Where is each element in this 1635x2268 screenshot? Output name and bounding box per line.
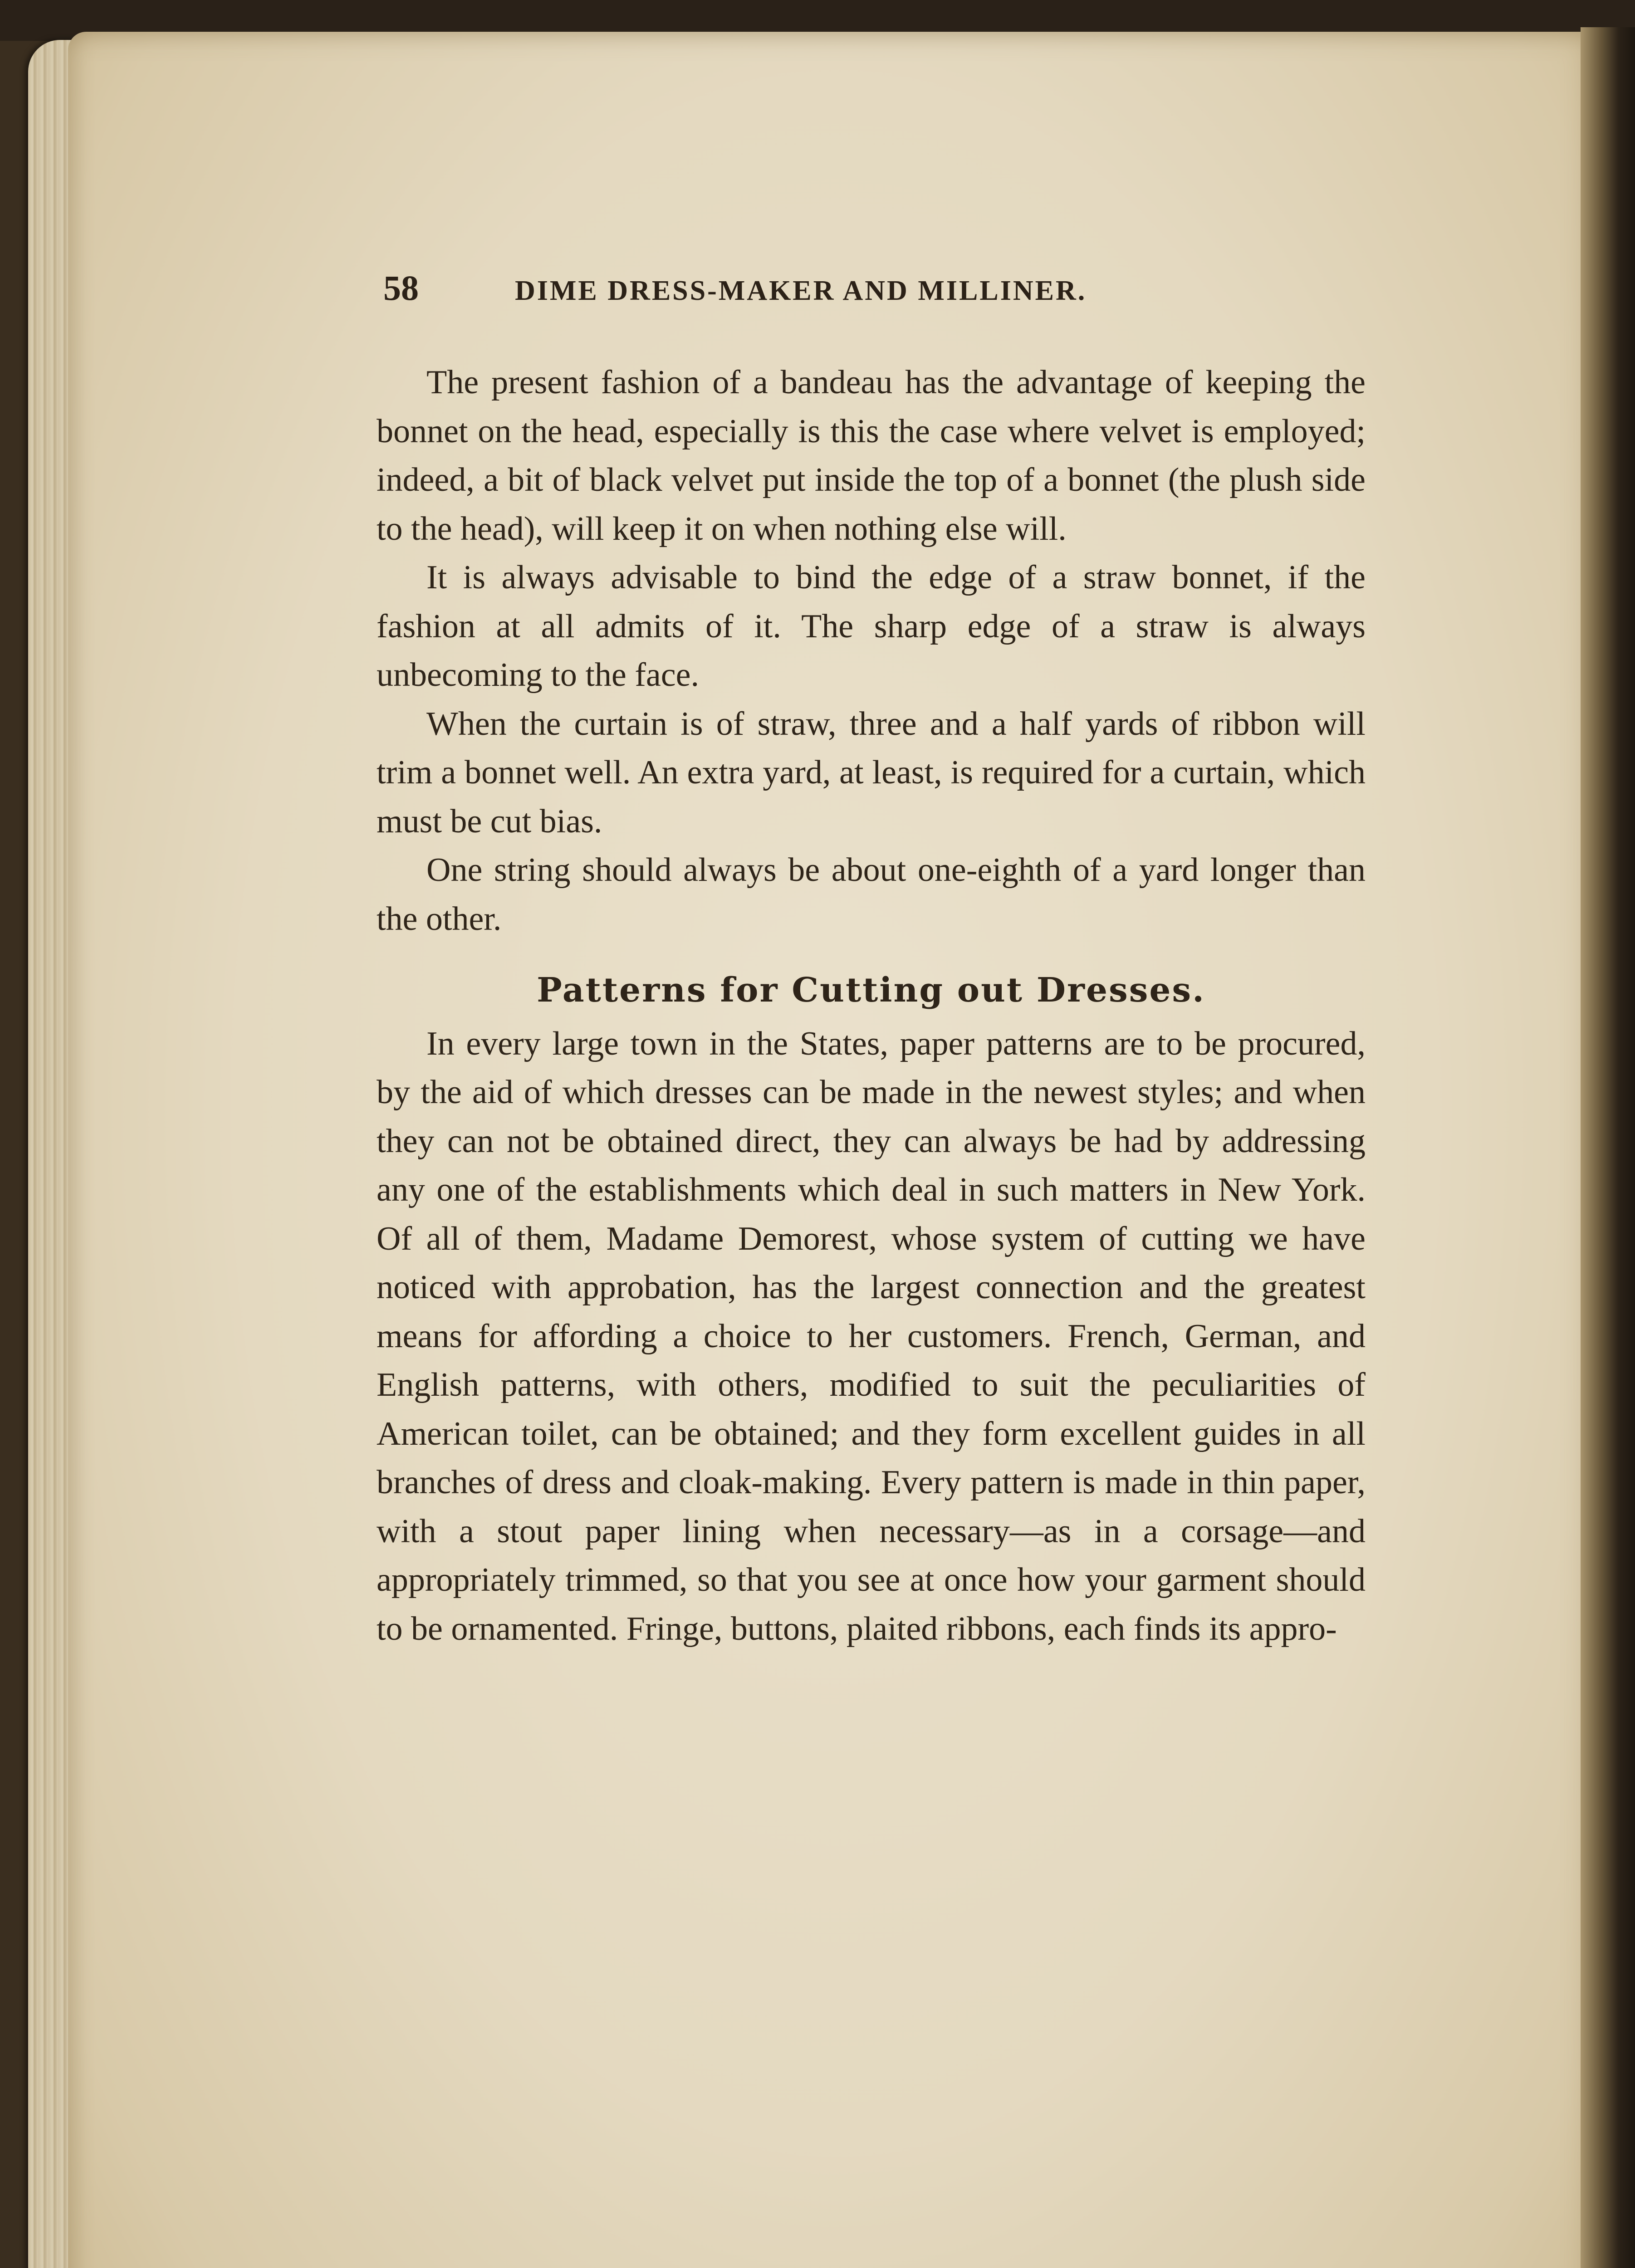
body-text (377, 358, 1366, 1653)
paragraph: It is always advisable to bind the edge of a straw bonnet, if the fashion at all admits of it. The sharp edge of a straw is always unbecoming to the face. (377, 559, 1366, 694)
page-number: 58 (383, 268, 419, 308)
paragraph: The present fashion of a bandeau has the advantage of keeping the bonnet on the head, especially is this the case where velvet is employed; indeed, a bit of black velvet put inside the top of a bonnet (the plush side to the head), will keep it on when nothing else will. (377, 364, 1366, 547)
section-heading: Patterns for Cutting out Dresses. (537, 971, 1205, 1010)
paragraph: In every large town in the States, paper patterns are to be procured, by the aid of which dresses can be made in the newest styles; and when they can not be obtained direct, they can always be had by addressing any one of the establishments which deal in such matters in New York. Of all of them, Madame Demorest, whose system of cutting we have noticed with approbation, has the largest connection and the greatest means for affording a choice to her customers. French, German, and English patterns, with others, modified to suit the peculiarities of American toilet, can be obtained; and they form excellent guides in all branches of dress and cloak-making. Every pattern is made in thin paper, with a stout paper lining when necessary—as in a corsage—and appropriately trimmed, so that you see at once how your garment should to be ornamented. Fringe, buttons, plaited ribbons, each finds its appro- (377, 1025, 1366, 1647)
running-head: DIME DRESS-MAKER AND MILLINER. (515, 275, 1087, 306)
page-header (383, 268, 1363, 308)
paragraph: When the curtain is of straw, three and a half yards of ribbon will trim a bonnet well. An extra yard, at least, is required for a curtain, which must be cut bias. (377, 705, 1366, 840)
book-gutter (1581, 27, 1635, 2268)
paragraph: One string should always be about one-eighth of a yard longer than the other. (377, 851, 1366, 938)
